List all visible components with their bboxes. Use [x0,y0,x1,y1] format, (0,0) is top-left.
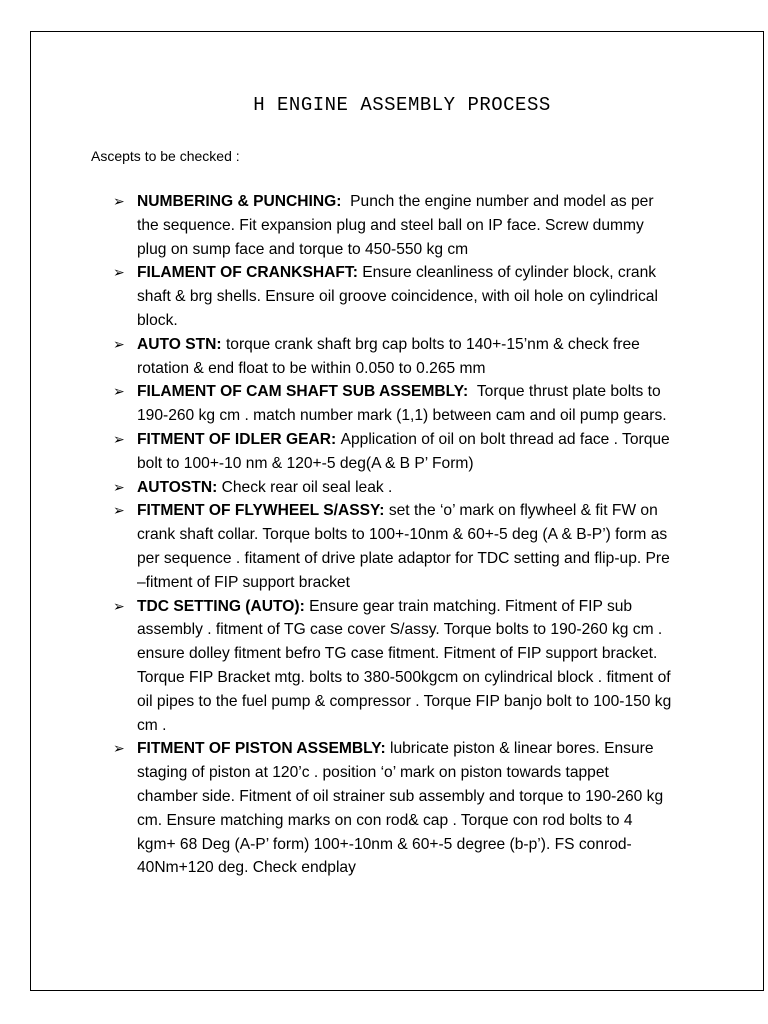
arrow-bullet-icon: ➢ [113,193,125,209]
arrow-bullet-icon: ➢ [113,502,125,519]
item-separator: : [352,264,363,282]
item-heading: TDC SETTING (AUTO) [137,597,300,615]
checklist-item [113,499,673,594]
item-heading: FITMENT OF IDLER GEAR: [137,430,337,448]
item-separator: : [212,478,222,496]
checklist [113,190,673,880]
item-heading: AUTOSTN [137,478,213,496]
item-text: lubricate piston & linear bores. Ensure staging of piston at 120’c . position ‘o’ mark on piston towards tappet chamber side. Fitment of oil strainer sub assembly and torque to 190-260 kg cm. Ensure matching marks on con rod& cap . Torque con rod bolts to 4 kgm+ 68 Deg (A-P’ form) 100+-10nm & 60+-5 degree (b-p’). FS conrod-40Nm+120 deg. Check endplay [137,740,664,877]
item-text: Ensure gear train matching. Fitment of FIP sub assembly . fitment of TG case cover S/assy. Torque bolts to 190-260 kg cm . ensure dolley fitment befro TG case fitment. Fitment of FIP support bracket. Torque FIP Bracket mtg. bolts to 380-500kgcm on cylindrical block . fitment of oil pipes to the fuel pump & compressor . Torque FIP banjo bolt to 100-150 kg cm . [137,597,672,734]
document-title: H ENGINE ASSEMBLY PROCESS [253,94,551,116]
item-separator: : [463,383,477,401]
item-separator: : [380,740,390,758]
arrow-bullet-icon: ➢ [113,264,125,281]
item-separator: : [299,597,310,615]
arrow-bullet-icon: ➢ [113,383,125,400]
item-text: torque crank shaft brg cap bolts to 140+-15’nm & check free rotation & end float to be within 0.050 to 0.265 mm [137,335,640,377]
item-text: Ensure cleanliness of cylinder block, crank shaft & brg shells. Ensure oil groove coincidence, with oil hole on cylindrical block. [137,264,658,329]
item-heading: FILAMENT OF CAM SHAFT SUB ASSEMBLY [137,383,464,401]
item-heading: AUTO STN [137,335,217,353]
checklist-item [113,595,673,738]
checklist-item [113,476,673,500]
item-separator: : [336,193,351,210]
intro-text: Ascepts to be checked : [91,148,240,164]
item-heading: FITMENT OF PISTON ASSEMBLY [137,740,381,758]
item-text: set the ‘o’ mark on flywheel & fit FW on crank shaft collar. Torque bolts to 100+-10nm & 60+-5 deg (A & B-P’) form as per sequence . fitament of drive plate adaptor for TDC setting and flip-up. Pre –fitment of FIP support bracket [137,502,670,591]
checklist-item [113,428,673,476]
arrow-bullet-icon: ➢ [113,740,125,757]
item-heading: NUMBERING & PUNCHING [137,193,337,210]
arrow-bullet-icon: ➢ [113,335,125,352]
item-heading: FITMENT OF FLYWHEEL S/ASSY [137,502,380,520]
item-text: Torque thrust plate bolts to 190-260 kg cm . match number mark (1,1) between cam and oil pump gears. [137,383,667,425]
checklist-item [113,380,673,428]
arrow-bullet-icon: ➢ [113,597,125,614]
arrow-bullet-icon: ➢ [113,478,125,495]
item-text: Check rear oil seal leak . [221,478,393,496]
arrow-bullet-icon: ➢ [113,430,125,447]
checklist-item [113,190,673,261]
item-separator: : [216,335,226,353]
checklist-item [113,261,673,332]
checklist-item [113,737,673,880]
checklist-item [113,333,673,381]
item-separator: : [379,502,389,520]
item-text: Punch the engine number and model as per the sequence. Fit expansion plug and steel ball on IP face. Screw dummy plug on sump face and torque to 450-550 kg cm [137,193,654,258]
item-text: Application of oil on bolt thread ad face . Torque bolt to 100+-10 nm & 120+-5 deg(A & B P’ Form) [137,430,670,472]
item-heading: FILAMENT OF CRANKSHAFT [137,264,353,282]
